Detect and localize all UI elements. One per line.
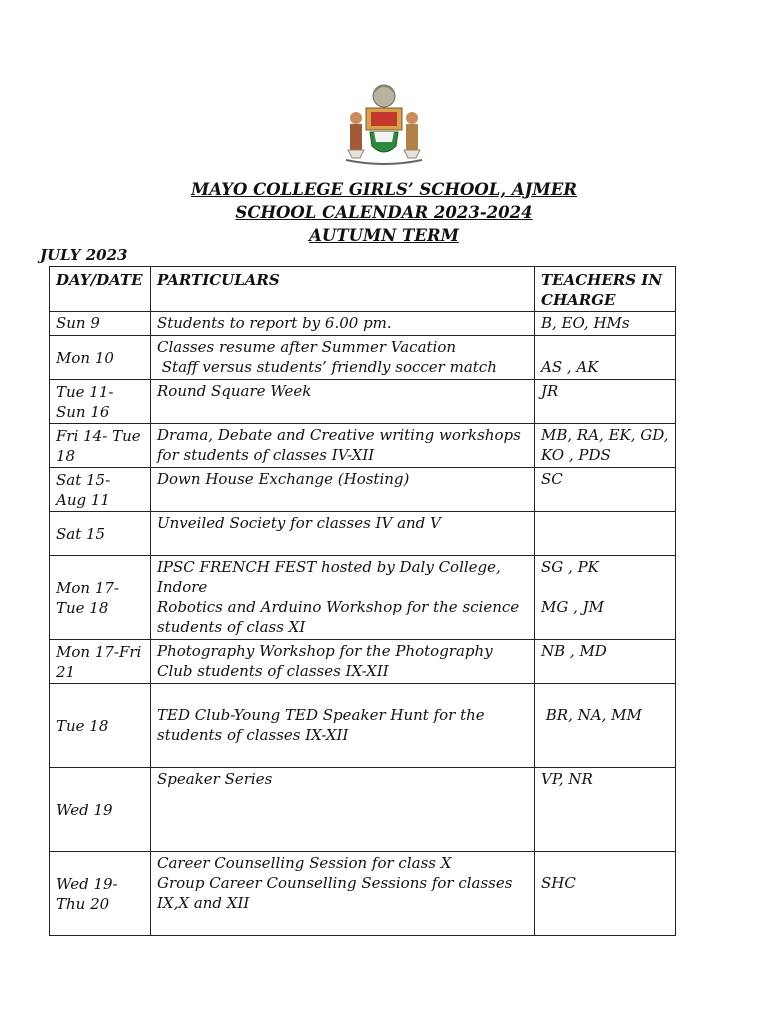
particulars-line: Photography Workshop for the Photography Club students of classes IX-XII [157, 642, 498, 680]
day-date-cell: Mon 10 [50, 336, 151, 380]
teachers-line: AS , AK [541, 358, 599, 376]
table-row [50, 336, 676, 380]
day-date-cell: Mon 17- Tue 18 [50, 556, 151, 640]
teachers-line: BR, NA, MM [541, 706, 642, 724]
teachers-cell [535, 768, 676, 852]
teachers-cell [535, 512, 676, 556]
table-row [50, 512, 676, 556]
particulars-line: Down House Exchange (Hosting) [157, 470, 410, 488]
particulars-line: Career Counselling Session for class X [157, 854, 452, 872]
particulars-line: Drama, Debate and Creative writing workshops for students of classes IV-XII [157, 426, 526, 464]
teachers-line [541, 577, 669, 597]
teachers-line [541, 337, 669, 357]
particulars-line: Speaker Series [157, 770, 273, 788]
day-date-cell: Sun 9 [50, 312, 151, 336]
particulars-line: TED Club-Young TED Speaker Hunt for the students of classes IX-XII [157, 706, 490, 744]
particulars-line [157, 685, 528, 705]
table-row [50, 424, 676, 468]
term-heading: AUTUMN TERM [309, 226, 459, 245]
teachers-cell [535, 468, 676, 512]
calendar-title-heading: SCHOOL CALENDAR 2023-2024 [235, 203, 533, 222]
table-row [50, 556, 676, 640]
particulars-cell [151, 640, 535, 684]
teachers-line: B, EO, HMs [541, 314, 630, 332]
teachers-cell [535, 852, 676, 936]
column-header-particulars: PARTICULARS [151, 267, 535, 312]
teachers-line: JR [541, 382, 559, 400]
day-date-cell: Tue 18 [50, 684, 151, 768]
particulars-cell [151, 768, 535, 852]
teachers-line: SC [541, 470, 563, 488]
day-date-cell: Wed 19- Thu 20 [50, 852, 151, 936]
table-row [50, 380, 676, 424]
column-header-teachers: TEACHERS IN CHARGE [535, 267, 676, 312]
table-row [50, 768, 676, 852]
teachers-cell [535, 336, 676, 380]
day-date-cell: Mon 17-Fri 21 [50, 640, 151, 684]
teachers-line [541, 853, 669, 873]
day-date-cell: Sat 15- Aug 11 [50, 468, 151, 512]
table-row [50, 468, 676, 512]
day-date-cell: Tue 11- Sun 16 [50, 380, 151, 424]
particulars-line: Students to report by 6.00 pm. [157, 314, 392, 332]
particulars-cell [151, 468, 535, 512]
particulars-cell [151, 336, 535, 380]
calendar-table [49, 266, 676, 936]
particulars-line: Classes resume after Summer Vacation [157, 338, 457, 356]
teachers-cell [535, 684, 676, 768]
particulars-line: Staff versus students’ friendly soccer match [157, 358, 497, 376]
month-label: JULY 2023 [40, 246, 128, 264]
particulars-line: Round Square Week [157, 382, 312, 400]
teachers-line: VP, NR [541, 770, 593, 788]
teachers-line [541, 513, 669, 533]
table-row [50, 312, 676, 336]
particulars-cell [151, 312, 535, 336]
teachers-cell [535, 556, 676, 640]
teachers-cell [535, 312, 676, 336]
particulars-cell [151, 852, 535, 936]
column-header-day: DAY/DATE [50, 267, 151, 312]
teachers-cell [535, 424, 676, 468]
particulars-line: IPSC FRENCH FEST hosted by Daly College, Indore [157, 558, 506, 596]
day-date-cell: Wed 19 [50, 768, 151, 852]
school-name-heading: MAYO COLLEGE GIRLS’ SCHOOL, AJMER [190, 180, 577, 199]
teachers-line: SG , PK [541, 558, 599, 576]
teachers-line: SHC [541, 874, 576, 892]
particulars-line: Unveiled Society for classes IV and V [157, 514, 441, 532]
particulars-cell [151, 424, 535, 468]
particulars-cell [151, 380, 535, 424]
teachers-line [541, 685, 669, 705]
table-row [50, 640, 676, 684]
teachers-line: MB, RA, EK, GD, KO , PDS [541, 426, 674, 464]
teachers-cell [535, 640, 676, 684]
teachers-cell [535, 380, 676, 424]
table-row [50, 684, 676, 768]
teachers-line: MG , JM [541, 598, 605, 616]
particulars-cell [151, 556, 535, 640]
teachers-line: NB , MD [541, 642, 607, 660]
particulars-cell [151, 684, 535, 768]
school-crest-logo [338, 82, 430, 166]
particulars-cell [151, 512, 535, 556]
day-date-cell: Sat 15 [50, 512, 151, 556]
table-row [50, 852, 676, 936]
particulars-line: Robotics and Arduino Workshop for the science students of class XI [157, 598, 524, 636]
day-date-cell: Fri 14- Tue 18 [50, 424, 151, 468]
particulars-line: Group Career Counselling Sessions for classes IX,X and XII [157, 874, 518, 912]
